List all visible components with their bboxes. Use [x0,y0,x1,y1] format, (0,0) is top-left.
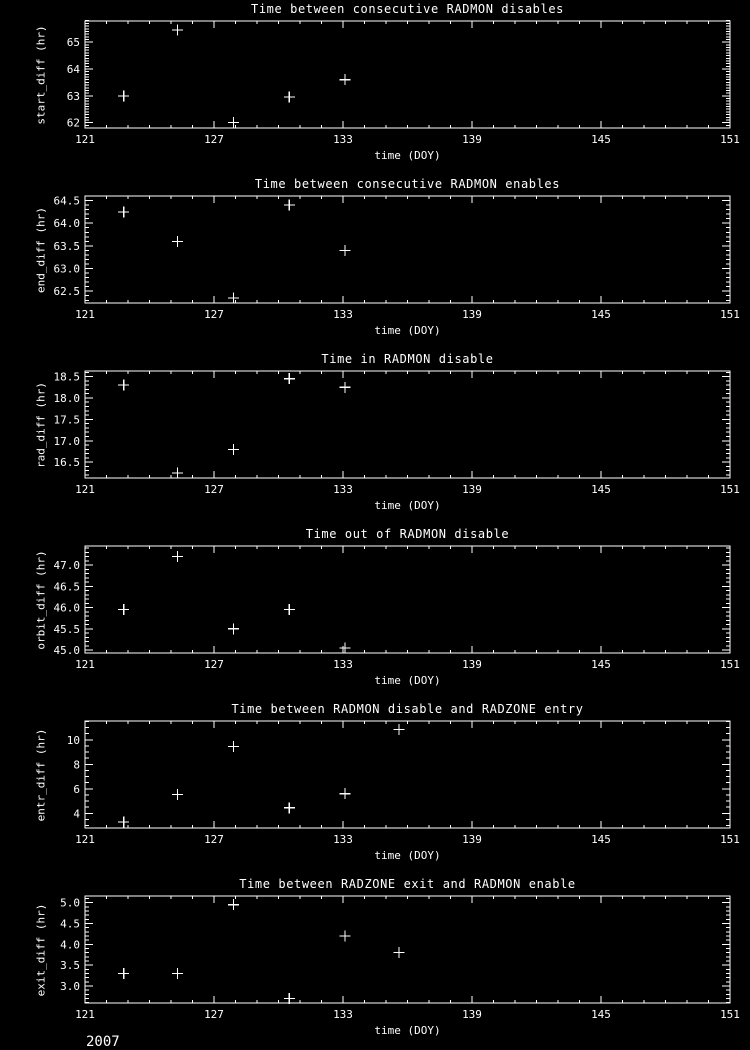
y-tick-label: 45.5 [53,622,80,636]
x-tick-label: 139 [462,483,482,496]
y-axis-label: exit_diff (hr) [34,903,48,997]
data-point-marker [228,899,239,910]
y-axis-label: orbit_diff (hr) [34,550,48,650]
x-tick-label: 139 [462,1008,482,1021]
y-tick-label: 3.0 [60,979,80,993]
data-points [118,899,404,1004]
y-tick-label: 17.5 [53,413,80,427]
x-tick-label: 139 [462,833,482,846]
plot-title: Time out of RADMON disable [305,527,510,541]
y-tick-label: 5.0 [60,896,80,910]
y-tick-label: 45.0 [53,644,80,658]
x-axis-label: time (DOY) [374,149,441,162]
data-point-marker [284,604,295,615]
x-tick-label: 151 [720,658,740,671]
x-tick-label: 127 [204,133,224,146]
x-tick-label: 133 [333,483,353,496]
x-axis-label: time (DOY) [374,499,441,512]
y-tick-label: 4.0 [60,938,80,952]
y-tick-label: 65 [66,36,80,50]
x-tick-label: 121 [75,1008,95,1021]
subplot-exit-diff [0,875,750,1050]
plot-title: Time between consecutive RADMON enables [254,177,561,191]
plot-frame [85,546,730,653]
data-point-marker [172,968,183,979]
tick-labels [54,559,740,671]
x-tick-label: 127 [204,658,224,671]
data-point-marker [228,623,239,634]
data-point-marker [118,968,129,979]
y-tick-label: 63 [66,89,80,103]
x-axis-label: time (DOY) [374,674,441,687]
y-tick-label: 16.5 [53,456,80,470]
plot-frame [85,896,730,1003]
data-point-marker [118,604,129,615]
x-tick-label: 127 [204,308,224,321]
subplot-end-diff [0,175,750,350]
x-tick-label: 121 [75,833,95,846]
data-point-marker [340,382,351,393]
x-tick-label: 121 [75,483,95,496]
plot-frame [85,371,730,478]
data-point-marker [340,788,351,799]
x-tick-label: 133 [333,308,353,321]
tick-labels [54,195,740,321]
x-tick-label: 151 [720,1008,740,1021]
x-tick-label: 127 [204,483,224,496]
data-point-marker [340,642,351,653]
y-tick-label: 6 [73,782,80,796]
x-tick-label: 145 [591,658,611,671]
x-tick-label: 121 [75,658,95,671]
y-axis-label: end_diff (hr) [34,206,48,294]
tick-labels [54,371,740,496]
x-tick-label: 145 [591,308,611,321]
data-point-marker [172,236,183,247]
year-label: 2007 [86,1034,120,1050]
x-tick-label: 133 [333,1008,353,1021]
axes [85,371,730,478]
data-point-marker [340,245,351,256]
plot-frame [85,721,730,828]
data-point-marker [284,993,295,1004]
plot-frame [85,21,730,128]
y-tick-label: 63.0 [53,262,80,276]
y-axis-label: start_diff (hr) [34,25,48,125]
data-points [118,724,404,827]
plot-title: Time in RADMON disable [321,352,494,366]
y-tick-label: 47.0 [53,559,80,573]
axes [85,896,730,1003]
data-point-marker [228,293,239,304]
data-point-marker [172,551,183,562]
axes [85,721,730,828]
plot-frame [85,196,730,303]
x-tick-label: 139 [462,658,482,671]
y-tick-label: 18.0 [53,391,80,405]
data-point-marker [228,117,239,128]
data-point-marker [118,380,129,391]
data-point-marker [393,947,404,958]
data-points [118,373,350,478]
x-tick-label: 145 [591,133,611,146]
y-tick-label: 17.0 [53,434,80,448]
subplot-start-diff [0,0,750,175]
x-tick-label: 151 [720,308,740,321]
x-tick-label: 133 [333,833,353,846]
y-tick-label: 18.5 [53,370,80,384]
data-points [118,200,350,304]
y-axis-label: entr_diff (hr) [34,728,48,822]
x-tick-label: 133 [333,658,353,671]
data-point-marker [340,930,351,941]
plot-title: Time between RADZONE exit and RADMON enable [239,877,576,891]
x-tick-label: 145 [591,833,611,846]
x-tick-label: 151 [720,483,740,496]
y-tick-label: 10 [66,733,80,747]
y-tick-label: 3.5 [60,959,80,973]
data-point-marker [228,741,239,752]
x-tick-label: 139 [462,133,482,146]
y-tick-label: 64.0 [53,217,80,231]
x-axis-label: time (DOY) [374,324,441,337]
y-tick-label: 46.5 [53,580,80,594]
x-tick-label: 151 [720,833,740,846]
y-tick-label: 8 [73,758,80,772]
x-tick-label: 121 [75,308,95,321]
data-point-marker [118,206,129,217]
data-point-marker [284,802,295,813]
data-point-marker [284,373,295,384]
x-tick-label: 127 [204,833,224,846]
x-axis-label: time (DOY) [374,1024,441,1037]
x-tick-label: 145 [591,483,611,496]
subplot-rad-diff [0,350,750,525]
y-tick-label: 62 [66,116,80,130]
data-point-marker [172,467,183,478]
data-point-marker [340,74,351,85]
axes [85,196,730,303]
data-points [118,551,350,653]
y-tick-label: 4 [73,807,80,821]
x-tick-label: 127 [204,1008,224,1021]
y-tick-label: 4.5 [60,917,80,931]
plot-title: Time between RADMON disable and RADZONE entry [231,702,584,716]
data-point-marker [172,25,183,36]
data-point-marker [284,200,295,211]
data-point-marker [284,92,295,103]
tick-labels [67,734,740,846]
data-point-marker [118,90,129,101]
axes [85,21,730,128]
subplot-entr-diff [0,700,750,875]
y-tick-label: 64 [66,63,80,77]
x-tick-label: 133 [333,133,353,146]
x-axis-label: time (DOY) [374,849,441,862]
data-point-marker [172,789,183,800]
y-tick-label: 63.5 [53,239,80,253]
tick-labels [60,897,740,1021]
y-tick-label: 46.0 [53,601,80,615]
subplot-orbit-diff [0,525,750,700]
data-points [118,25,350,129]
plot-title: Time between consecutive RADMON disables [251,2,564,16]
x-tick-label: 151 [720,133,740,146]
x-tick-label: 139 [462,308,482,321]
tick-labels [67,36,740,146]
data-point-marker [393,724,404,735]
axes [85,546,730,653]
x-tick-label: 121 [75,133,95,146]
x-tick-label: 145 [591,1008,611,1021]
y-axis-label: rad_diff (hr) [34,381,48,469]
y-tick-label: 62.5 [53,285,80,299]
data-point-marker [228,444,239,455]
y-tick-label: 64.5 [53,194,80,208]
